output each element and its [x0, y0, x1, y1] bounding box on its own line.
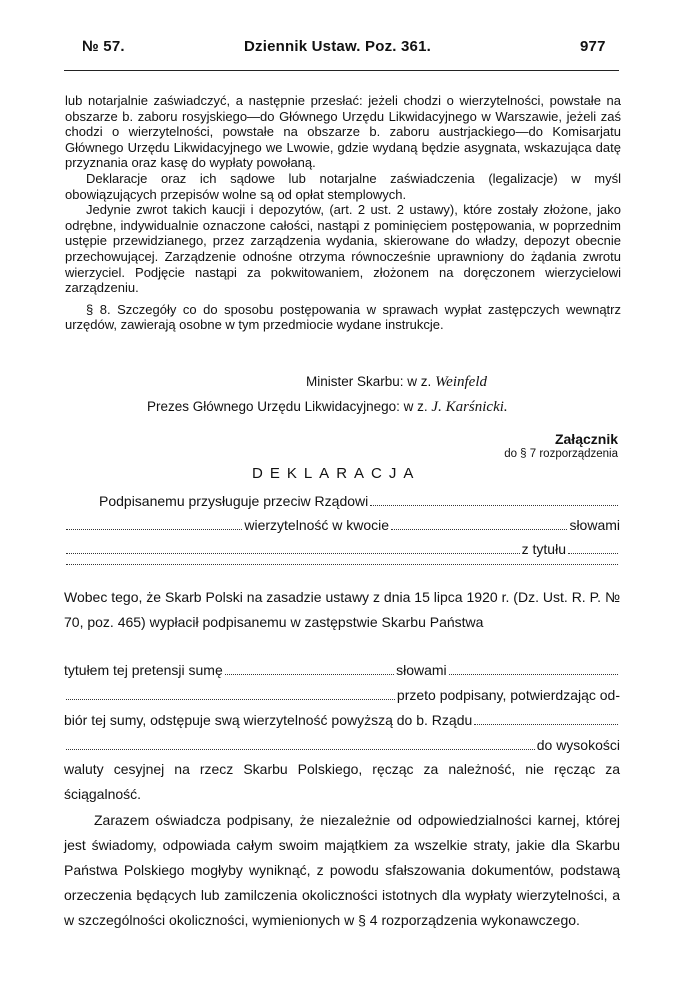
fill-in-line[interactable]: [391, 529, 567, 530]
fill-in-line[interactable]: [568, 553, 618, 554]
fill-in-line[interactable]: [66, 553, 520, 554]
form-line-3: [64, 540, 620, 558]
form-text: wierzytelność w kwocie: [244, 517, 390, 533]
form-line-height: [64, 736, 620, 754]
fill-in-line[interactable]: [449, 674, 618, 675]
page-number: 977: [580, 38, 606, 55]
annex-title: Załącznik: [554, 431, 618, 447]
annex-subtitle: do § 7 rozporządzenia: [504, 448, 618, 460]
fill-in-line[interactable]: [66, 529, 242, 530]
form-text: słowami: [569, 517, 621, 533]
form-line-blank: [64, 564, 620, 568]
paragraph: Jedynie zwrot takich kaucji i depozytów, (art. 2 ust. 2 ustawy), które zostały złożone, jako odrębne, indywidualnie oznaczone całości, nastąpi z pominięciem postępowania, w poprzednim ustępie przewidzianego, przez zarządzenia wydania, skierowane do władzy, depozyt obecnie przechowującej. Zarządzenie odnośne otrzyma równocześnie uprawniony do żądania zwrotu wierzyciel. Podjęcie nastąpi za pokwitowaniem, złożonem na doręczonem wierzycielowi zarządzeniu.: [65, 202, 621, 296]
declaration-para-1: [64, 585, 620, 635]
fill-in-line[interactable]: [474, 724, 618, 725]
prezes-label: Prezes Głównego Urzędu Likwidacyjnego: w z.: [147, 399, 428, 414]
header-rule: [64, 70, 619, 71]
prezes-name: J. Karśnicki.: [431, 399, 508, 415]
page-title: Dziennik Ustaw. Poz. 361.: [244, 38, 431, 55]
minister-signature: [306, 374, 487, 391]
paragraph: Deklaracje oraz ich sądowe lub notarjalne zaświadczenia (legalizacje) w myśl obowiązujących przepisów wolne są od opłat stemplowych.: [65, 170, 621, 202]
fill-in-line[interactable]: [370, 505, 618, 506]
paragraph: Zarazem oświadcza podpisany, że niezależnie od odpowiedzialności karnej, której jest świadomy, odpowiada całym swoim majątkiem za wszelkie straty, jakie dla Skarbu Państwa Polskiego mogłyby wyniknąć, z powodu sfałszowania dokumentów, podstawą orzeczenia będących lub zamilczenia okoliczności istotnych dla wypłaty wierzytelności, a w szczególności okoliczności, wymienionych w § 4 rozporządzenia wykonawczego.: [64, 812, 620, 928]
paragraph: Wobec tego, że Skarb Polski na zasadzie ustawy z dnia 15 lipca 1920 r. (Dz. Ust. R. P. № 70, poz. 465) wypłacił podpisanemu w zastępstwie Skarbu Państwa: [64, 589, 620, 630]
prezes-signature: [147, 399, 508, 416]
fill-in-line[interactable]: [66, 564, 618, 565]
paragraph-section-8: § 8. Szczegóły co do sposobu postępowania w sprawach wypłat zastępczych wewnątrz urzędów, zawierają osobne w tym przedmiocie wydane instrukcje.: [65, 301, 621, 333]
form-line-1: [64, 492, 620, 510]
declaration-title: DEKLARACJA: [252, 465, 421, 482]
form-text: do wysokości: [536, 737, 620, 753]
form-text: z tytułu: [521, 541, 566, 557]
form-line-2: [64, 516, 620, 534]
form-text: przeto podpisany, potwierdzając od-: [396, 687, 620, 703]
declaration-para-3: [64, 808, 620, 933]
fill-in-line[interactable]: [66, 699, 395, 700]
form-line-sum: [64, 661, 620, 679]
form-text: tytułem tej pretensji sumę: [64, 662, 223, 678]
form-text: Podpisanemu przysługuje przeciw Rządowi: [99, 493, 369, 509]
issue-number: № 57.: [82, 38, 125, 55]
body-text: [65, 93, 621, 333]
form-line-receipt: [64, 686, 620, 704]
minister-label: Minister Skarbu: w z.: [306, 374, 432, 389]
paragraph: lub notarjalnie zaświadczyć, a następnie przesłać: jeżeli chodzi o wierzytelności, powstałe na obszarze b. zaboru rosyjskiego—do Głównego Urzędu Likwidacyjnego w Warszawie, jeżeli zaś chodzi o wierzytelności, powstałe na obszarze b. zaboru austrjackiego—do Komisarjatu Głównego Urzędu Likwidacyjnego we Lwowie, gdzie wydaną będzie asygnata, wskazująca datę przyznania oraz kasę do wypłaty powołaną.: [65, 93, 621, 171]
form-text: słowami: [396, 662, 447, 678]
fill-in-line[interactable]: [66, 749, 535, 750]
minister-name: Weinfeld: [435, 374, 487, 390]
declaration-para-2: [64, 757, 620, 807]
form-line-receipt-2: [64, 711, 620, 729]
form-text: biór tej sumy, odstępuje swą wierzytelność powyższą do b. Rządu: [64, 712, 473, 728]
fill-in-line[interactable]: [225, 674, 394, 675]
paragraph: waluty cesyjnej na rzecz Skarbu Polskiego, ręcząc za należność, nie ręcząc za ściągalność.: [64, 761, 620, 802]
